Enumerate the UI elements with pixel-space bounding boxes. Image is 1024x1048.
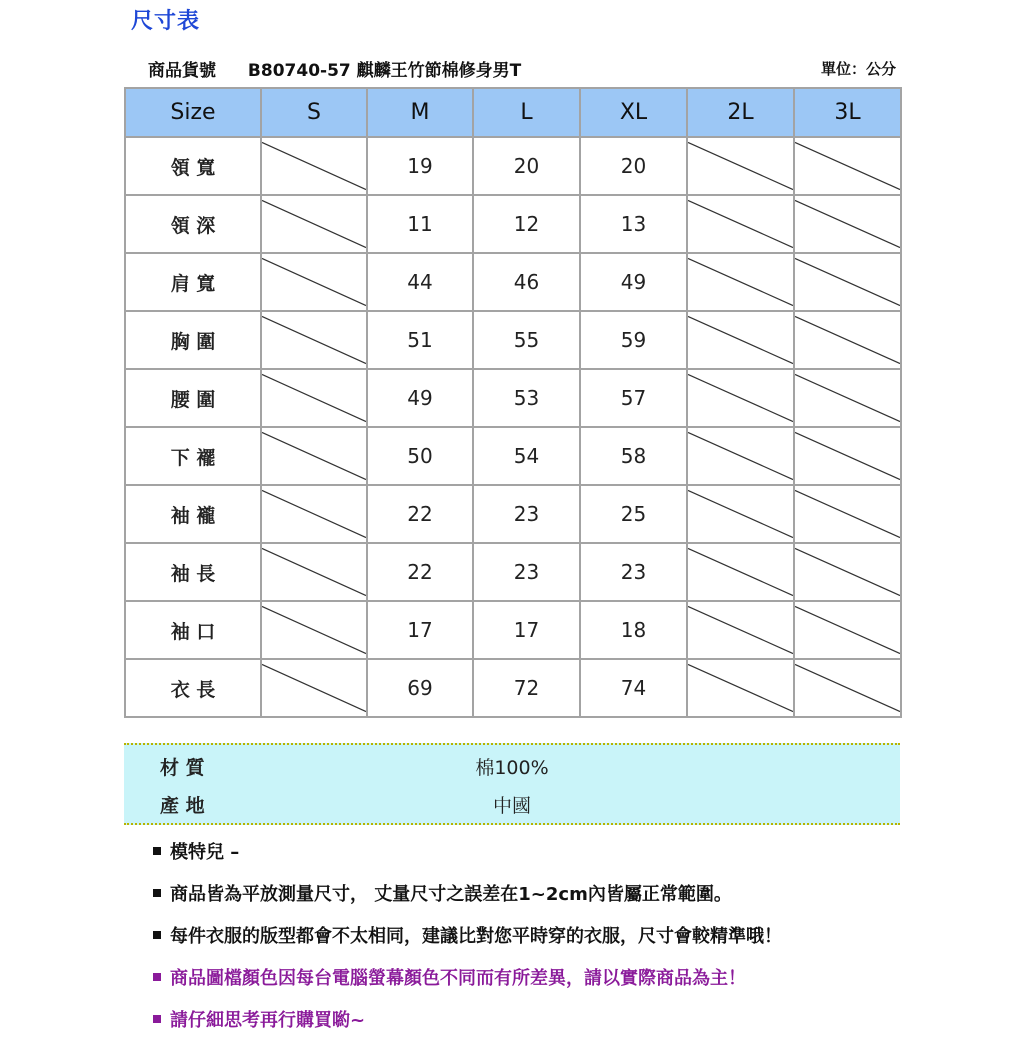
header-size-3l: 3L xyxy=(794,88,901,137)
table-cell: 23 xyxy=(473,485,580,543)
product-code: B80740-57 麒麟王竹節棉修身男T xyxy=(247,61,522,81)
note-item xyxy=(153,838,973,880)
diagonal-slash-icon xyxy=(795,544,900,600)
row-label: 胸 圍 xyxy=(125,311,261,369)
row-label: 領 深 xyxy=(125,195,261,253)
table-cell: 18 xyxy=(580,601,687,659)
table-cell: 55 xyxy=(473,311,580,369)
table-cell: 23 xyxy=(580,543,687,601)
page-title: 尺寸表 xyxy=(131,9,201,34)
table-cell: 20 xyxy=(580,137,687,195)
diagonal-slash-icon xyxy=(262,544,366,600)
not-available-cell xyxy=(687,137,794,195)
not-available-cell xyxy=(794,253,901,311)
square-bullet-icon xyxy=(153,847,161,855)
table-cell: 12 xyxy=(473,195,580,253)
table-row xyxy=(125,253,901,311)
not-available-cell xyxy=(794,137,901,195)
product-code-label: 商品貨號 xyxy=(148,61,216,81)
not-available-cell xyxy=(794,485,901,543)
diagonal-slash-icon xyxy=(688,602,793,658)
table-cell: 53 xyxy=(473,369,580,427)
diagonal-slash-icon xyxy=(795,486,900,542)
table-cell: 22 xyxy=(367,543,473,601)
origin-row xyxy=(124,783,900,821)
header-size: Size xyxy=(125,88,261,137)
table-row xyxy=(125,137,901,195)
diagonal-slash-icon xyxy=(262,196,366,252)
not-available-cell xyxy=(687,543,794,601)
diagonal-slash-icon xyxy=(262,254,366,310)
table-cell: 49 xyxy=(580,253,687,311)
diagonal-slash-icon xyxy=(688,544,793,600)
table-row xyxy=(125,659,901,717)
not-available-cell xyxy=(794,311,901,369)
table-cell: 46 xyxy=(473,253,580,311)
diagonal-slash-icon xyxy=(262,138,366,194)
diagonal-slash-icon xyxy=(795,196,900,252)
note-item xyxy=(153,964,973,1006)
note-text: 請仔細思考再行購買喲~ xyxy=(170,1010,366,1031)
table-cell: 17 xyxy=(473,601,580,659)
not-available-cell xyxy=(794,427,901,485)
diagonal-slash-icon xyxy=(795,312,900,368)
diagonal-slash-icon xyxy=(262,486,366,542)
table-row xyxy=(125,311,901,369)
table-cell: 69 xyxy=(367,659,473,717)
not-available-cell xyxy=(794,369,901,427)
diagonal-slash-icon xyxy=(795,370,900,426)
table-cell: 72 xyxy=(473,659,580,717)
square-bullet-icon xyxy=(153,931,161,939)
not-available-cell xyxy=(261,427,367,485)
table-cell: 59 xyxy=(580,311,687,369)
not-available-cell xyxy=(687,427,794,485)
not-available-cell xyxy=(794,659,901,717)
material-origin-block xyxy=(124,743,900,825)
table-row xyxy=(125,369,901,427)
table-cell: 50 xyxy=(367,427,473,485)
material-row xyxy=(124,745,900,783)
not-available-cell xyxy=(687,369,794,427)
diagonal-slash-icon xyxy=(795,254,900,310)
row-label: 領 寬 xyxy=(125,137,261,195)
header-size-xl: XL xyxy=(580,88,687,137)
square-bullet-icon xyxy=(153,889,161,897)
table-cell: 22 xyxy=(367,485,473,543)
note-text: 商品皆為平放測量尺寸， 丈量尺寸之誤差在1~2cm內皆屬正常範圍。 xyxy=(170,884,732,905)
row-label: 袖 長 xyxy=(125,543,261,601)
not-available-cell xyxy=(261,369,367,427)
not-available-cell xyxy=(261,659,367,717)
not-available-cell xyxy=(794,195,901,253)
diagonal-slash-icon xyxy=(795,660,900,716)
not-available-cell xyxy=(794,601,901,659)
diagonal-slash-icon xyxy=(795,138,900,194)
not-available-cell xyxy=(261,195,367,253)
table-cell: 51 xyxy=(367,311,473,369)
note-text: 每件衣服的版型都會不太相同，建議比對您平時穿的衣服，尺寸會較精準哦！ xyxy=(170,926,782,947)
diagonal-slash-icon xyxy=(688,486,793,542)
origin-value: 中國 xyxy=(492,795,531,817)
table-row xyxy=(125,427,901,485)
note-text: 商品圖檔顏色因每台電腦螢幕顏色不同而有所差異，請以實際商品為主！ xyxy=(170,968,746,989)
table-row xyxy=(125,601,901,659)
row-label: 腰 圍 xyxy=(125,369,261,427)
header-size-l: L xyxy=(473,88,580,137)
diagonal-slash-icon xyxy=(688,254,793,310)
diagonal-slash-icon xyxy=(262,428,366,484)
table-body xyxy=(125,137,901,717)
unit-label: 單位：公分 xyxy=(820,60,896,78)
table-cell: 58 xyxy=(580,427,687,485)
row-label: 衣 長 xyxy=(125,659,261,717)
diagonal-slash-icon xyxy=(795,428,900,484)
diagonal-slash-icon xyxy=(688,370,793,426)
size-table xyxy=(124,87,902,718)
not-available-cell xyxy=(261,601,367,659)
not-available-cell xyxy=(687,253,794,311)
not-available-cell xyxy=(794,543,901,601)
note-item xyxy=(153,922,973,964)
not-available-cell xyxy=(261,311,367,369)
row-label: 肩 寬 xyxy=(125,253,261,311)
table-row xyxy=(125,195,901,253)
square-bullet-icon xyxy=(153,973,161,981)
header-size-s: S xyxy=(261,88,367,137)
square-bullet-icon xyxy=(153,1015,161,1023)
table-cell: 23 xyxy=(473,543,580,601)
note-item xyxy=(153,1006,973,1048)
table-cell: 20 xyxy=(473,137,580,195)
diagonal-slash-icon xyxy=(688,312,793,368)
table-row xyxy=(125,543,901,601)
header-size-2l: 2L xyxy=(687,88,794,137)
not-available-cell xyxy=(687,485,794,543)
diagonal-slash-icon xyxy=(688,428,793,484)
not-available-cell xyxy=(687,659,794,717)
material-label: 材 質 xyxy=(160,757,205,779)
origin-label: 產 地 xyxy=(160,795,205,817)
table-header-row xyxy=(125,88,901,137)
table-cell: 44 xyxy=(367,253,473,311)
not-available-cell xyxy=(687,195,794,253)
diagonal-slash-icon xyxy=(262,370,366,426)
row-label: 袖 口 xyxy=(125,601,261,659)
table-row xyxy=(125,485,901,543)
not-available-cell xyxy=(687,311,794,369)
diagonal-slash-icon xyxy=(688,138,793,194)
not-available-cell xyxy=(261,485,367,543)
table-cell: 74 xyxy=(580,659,687,717)
diagonal-slash-icon xyxy=(262,602,366,658)
diagonal-slash-icon xyxy=(262,660,366,716)
not-available-cell xyxy=(261,543,367,601)
diagonal-slash-icon xyxy=(688,196,793,252)
diagonal-slash-icon xyxy=(262,312,366,368)
table-cell: 25 xyxy=(580,485,687,543)
material-value: 棉100% xyxy=(475,757,549,779)
table-cell: 17 xyxy=(367,601,473,659)
diagonal-slash-icon xyxy=(688,660,793,716)
diagonal-slash-icon xyxy=(795,602,900,658)
row-label: 袖 襱 xyxy=(125,485,261,543)
notes-list xyxy=(153,838,973,1048)
table-cell: 11 xyxy=(367,195,473,253)
table-cell: 57 xyxy=(580,369,687,427)
note-text: 模特兒 – xyxy=(170,842,240,863)
not-available-cell xyxy=(261,253,367,311)
row-label: 下 襬 xyxy=(125,427,261,485)
product-line xyxy=(148,56,521,81)
not-available-cell xyxy=(261,137,367,195)
table-cell: 19 xyxy=(367,137,473,195)
table-cell: 13 xyxy=(580,195,687,253)
not-available-cell xyxy=(687,601,794,659)
note-item xyxy=(153,880,973,922)
table-cell: 49 xyxy=(367,369,473,427)
header-size-m: M xyxy=(367,88,473,137)
table-cell: 54 xyxy=(473,427,580,485)
